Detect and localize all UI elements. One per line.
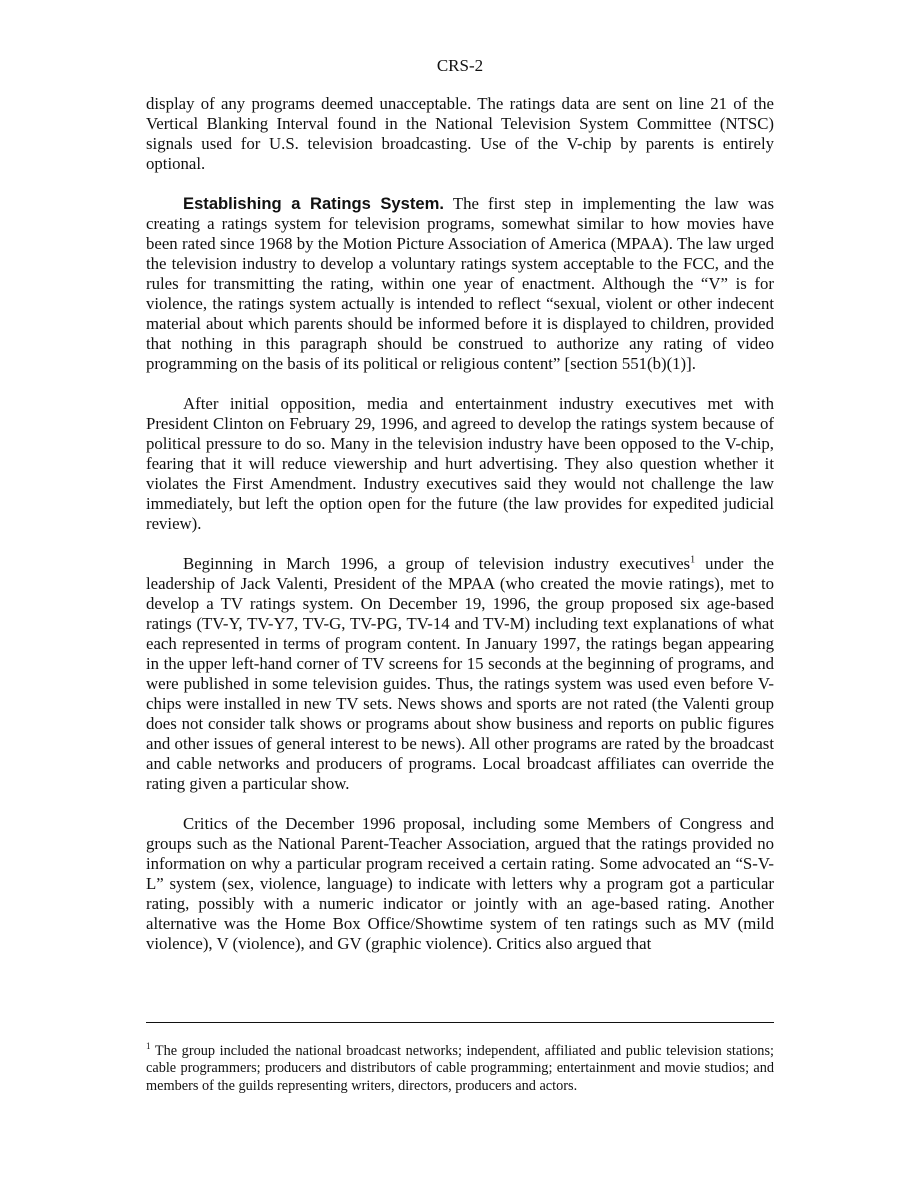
page-number-header: CRS-2 xyxy=(436,56,484,75)
paragraph-critics: Critics of the December 1996 proposal, including some Members of Congress and groups such as the National Parent-Teacher Association, argued that the ratings provided no information on why a particular program received a certain rating. Some advocated an “S-V-L” system (sex, violence, language) to indicate with letters why a program got a particular rating, possibly with a numeric indicator or jointly with an age-based rating. Another alternative was the Home Box Office/Showtime system of ten ratings such as MV (mild violence), V (violence), and GV (graphic violence). Critics also argued that xyxy=(146,814,774,953)
footnote-reference-1[interactable]: 1 xyxy=(690,554,696,566)
paragraph-ratings-development xyxy=(146,554,774,794)
footnote-1 xyxy=(146,1043,774,1095)
paragraph-initial-opposition: After initial opposition, media and entertainment industry executives met with President Clinton on February 29, 1996, and agreed to develop the ratings system because of political pressure to do so. Many in the television industry have been opposed to the V-chip, fearing that it will reduce viewership and hurt advertising. They also question whether it violates the First Amendment. Industry executives said they would not challenge the law immediately, but left the option open for the future (the law provides for expedited judicial review). xyxy=(146,394,774,533)
footnote-text: The group included the national broadcast networks; independent, affiliated and public television stations; cable programmers; producers and distributors of cable programming; entertainment and movie studios; and members of the guilds representing writers, directors, producers and actors. xyxy=(146,1043,774,1094)
footnote-separator-rule xyxy=(146,1022,774,1023)
paragraph-vchip-data: display of any programs deemed unacceptable. The ratings data are sent on line 21 of the Vertical Blanking Interval found in the National Television System Committee (NTSC) signals used for U.S. television broadcasting. Use of the V-chip by parents is entirely optional. xyxy=(146,94,774,173)
paragraph-ratings-development-start: Beginning in March 1996, a group of television industry executives xyxy=(183,554,691,573)
paragraph-ratings-development-rest: under the leadership of Jack Valenti, President of the MPAA (who created the movie ratings), met to develop a TV ratings system. On December 19, 1996, the group proposed six age-based ratings (TV-Y, TV-Y7, TV-G, TV-PG, TV-14 and TV-M) including text explanations of what each represented in terms of program content. In January 1997, the ratings began appearing in the upper left-hand corner of TV screens for 15 seconds at the beginning of programs, and were published in some television guides. Thus, the ratings system was used even before V-chips were installed in new TV sets. News shows and sports are not rated (the Valenti group does not consider talk shows or programs about show business and reports on public figures and other issues of general interest to be news). All other programs are rated by the broadcast and cable networks and producers of programs. Local broadcast affiliates can override the rating given a particular show. xyxy=(146,554,774,793)
section-heading-establishing-ratings: Establishing a Ratings System. xyxy=(183,194,445,213)
footnote-marker: 1 xyxy=(146,1041,151,1052)
paragraph-establishing-ratings xyxy=(146,194,774,374)
paragraph-establishing-ratings-text: The first step in implementing the law was creating a ratings system for television programs, somewhat similar to how movies have been rated since 1968 by the Motion Picture Association of America (MPAA). The law urged the television industry to develop a voluntary ratings system acceptable to the FCC, and the rules for transmitting the rating, within one year of enactment. Although the “V” is for violence, the ratings system actually is intended to reflect “sexual, violent or other indecent material about which parents should be informed before it is displayed to children, provided that nothing in this paragraph should be construed to authorize any rating of video programming on the basis of its political or religious content” [section 551(b)(1)]. xyxy=(146,194,774,373)
main-body-text xyxy=(146,94,774,974)
